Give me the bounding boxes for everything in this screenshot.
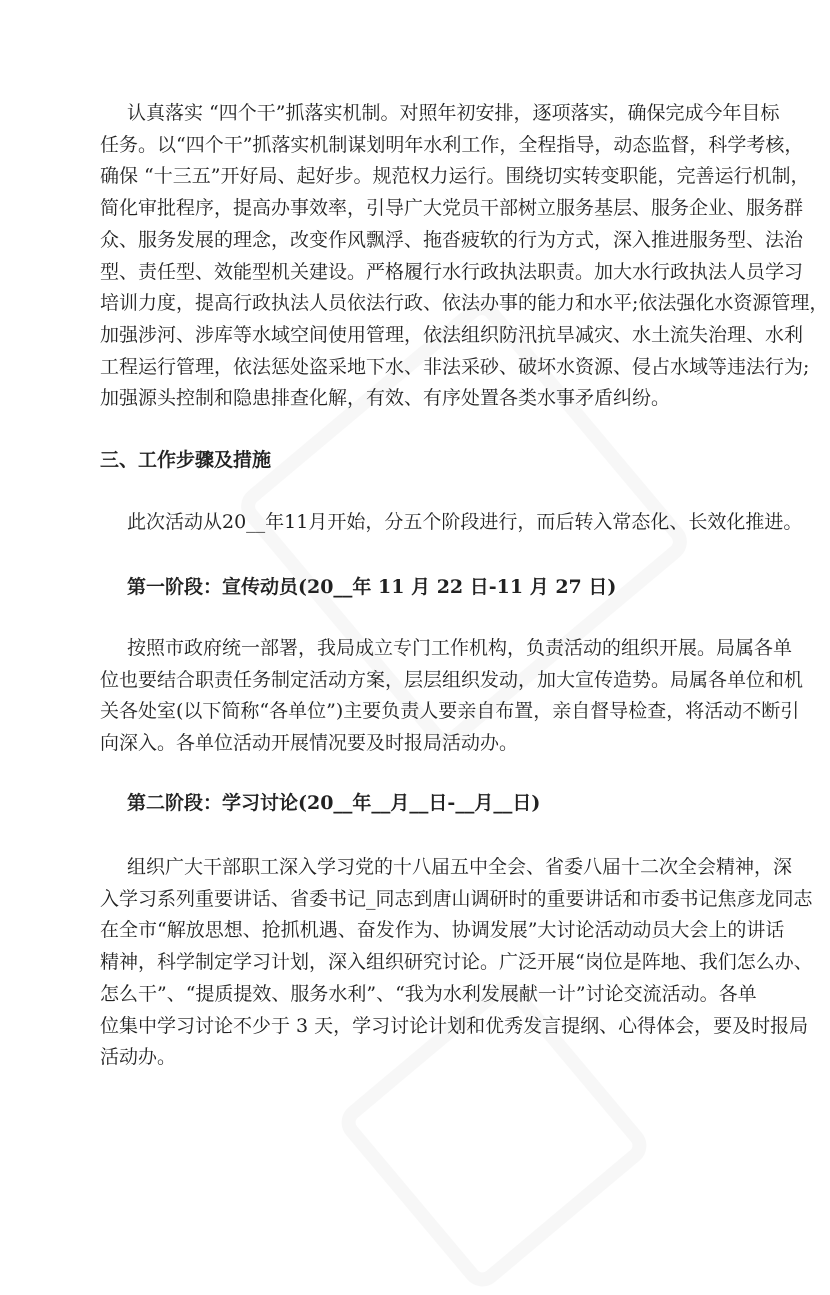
paragraph-1-line: 确保 “十三五”开好局、起好步。规范权力运行。围绕切实转变职能，完善运行机制， — [100, 165, 810, 188]
paragraph-1-line: 工程运行管理，依法惩处盗采地下水、非法采砂、破坏水资源、侵占水域等违法行为; — [100, 355, 810, 378]
paragraph-2-line: 关各处室(以下简称“各单位”)主要负责人要亲自布置，亲自督导检查，将活动不断引 — [100, 700, 800, 722]
paragraph-2-line: 向深入。各单位活动开展情况要及时报局活动办。 — [100, 731, 519, 754]
section-heading: 三、工作步骤及措施 — [100, 449, 272, 471]
paragraph-1-line: 培训力度，提高行政执法人员依法行政、依法办事的能力和水平;依法强化水资源管理， — [100, 292, 829, 315]
paragraph-3-line: 精神，科学制定学习计划，深入组织研究讨论。广泛开展“岗位是阵地、我们怎么办、 — [100, 951, 813, 974]
paragraph-3-line: 活动办。 — [100, 1046, 177, 1069]
paragraph-2-line: 位也要结合职责任务制定活动方案，层层组织发动，加大宣传造势。局属各单位和机 — [100, 668, 804, 691]
paragraph-3-line: 入学习系列重要讲话、省委书记_同志到唐山调研时的重要讲话和市委书记焦彦龙同志 — [100, 887, 813, 910]
paragraph-1-line: 型、责任型、效能型机关建设。严格履行水行政执法职责。加大水行政执法人员学习 — [100, 260, 804, 283]
paragraph-3-line: 位集中学习讨论不少于 3 天，学习讨论计划和优秀发言提纲、心得体会，要及时报局 — [100, 1014, 809, 1037]
paragraph-1-line: 众、服务发展的理念，改变作风飘浮、拖沓疲软的行为方式，深入推进服务型、法治 — [100, 228, 804, 251]
paragraph-3-line: 在全市“解放思想、抢抓机遇、奋发作为、协调发展”大讨论活动动员大会上的讲话 — [100, 919, 785, 942]
paragraph-1-line: 加强涉河、涉库等水域空间使用管理，依法组织防汛抗旱减灾、水土流失治理、水利 — [100, 323, 804, 346]
paragraph-1-line: 认真落实 “四个干”抓落实机制。对照年初安排，逐项落实，确保完成今年目标 — [127, 102, 780, 124]
paragraph-3-line: 组织广大干部职工深入学习党的十八届五中全会、省委八届十二次全会精神，深 — [127, 856, 793, 878]
paragraph-1-line: 加强源头控制和隐患排查化解，有效、有序处置各类水事矛盾纠纷。 — [100, 387, 671, 410]
paragraph-1-line: 任务。以“四个干”抓落实机制谋划明年水利工作，全程指导，动态监督，科学考核， — [100, 133, 804, 156]
paragraph-3-line: 怎么干”、“提质提效、服务水利”、“我为水利发展献一计”讨论交流活动。各单 — [100, 982, 757, 1005]
intro-paragraph: 此次活动从20__年11月开始，分五个阶段进行，而后转入常态化、长效化推进。 — [127, 511, 803, 533]
paragraph-1-line: 简化审批程序，提高办事效率，引导广大党员干部树立服务基层、服务企业、服务群 — [100, 197, 804, 220]
stage-2-heading: 第二阶段：学习讨论(20__年__月__日-__月__日) — [127, 792, 541, 814]
stage-1-heading: 第一阶段：宣传动员(20__年 11 月 22 日-11 月 27 日) — [127, 576, 617, 598]
paragraph-2-line: 按照市政府统一部署，我局成立专门工作机构，负责活动的组织开展。局属各单 — [127, 637, 793, 659]
